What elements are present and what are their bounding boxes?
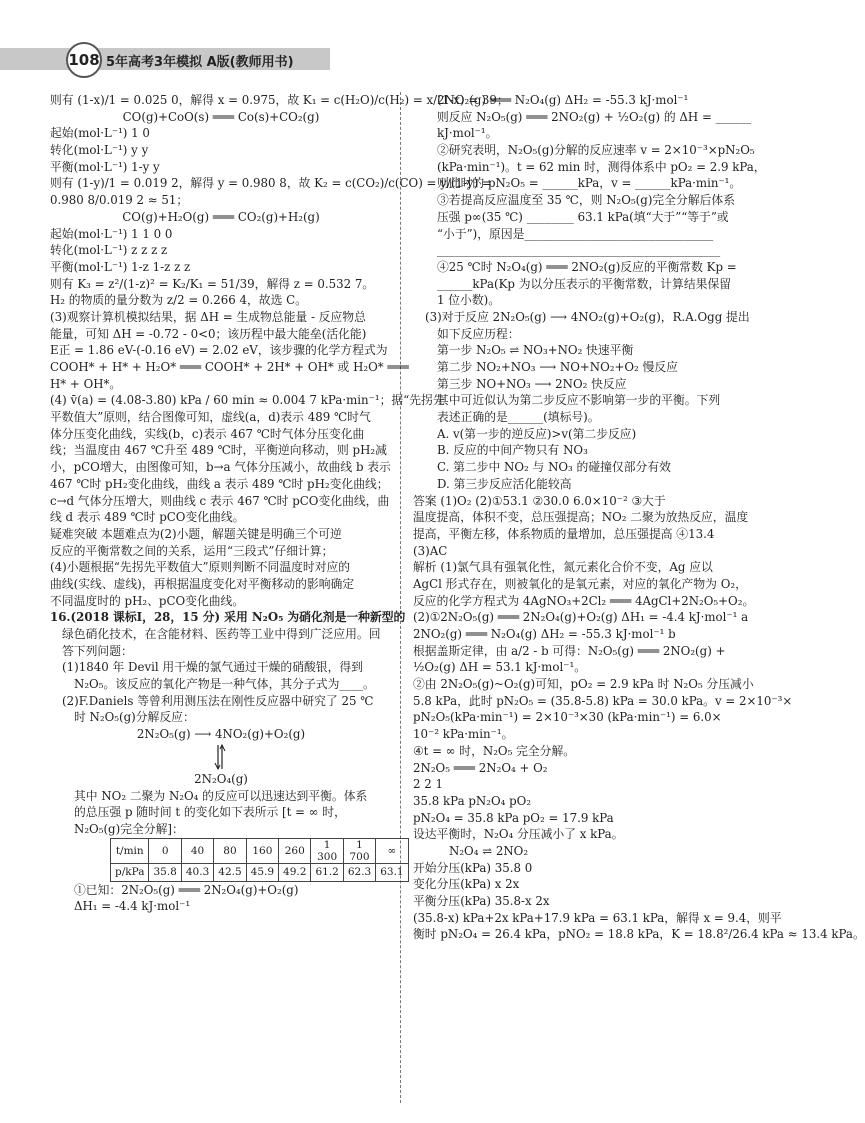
text-line: 2NO₂(g) ═══ N₂O₄(g) ΔH₂ = -55.3 kJ·mol⁻¹ bbox=[437, 93, 689, 107]
text-line: 疑难突破 本题难点为(2)小题，解题关键是明确三个可逆 bbox=[50, 526, 342, 541]
text-line: ②由 2N₂O₅(g)~O₂(g)可知，pO₂ = 2.9 kPa 时 N₂O₅ 分压减小 bbox=[413, 677, 754, 692]
text-line: 小，pCO增大，由图像可知，b→a 气体分压减小，故曲线 b 表示 bbox=[50, 460, 391, 475]
text-line: 答下列问题： bbox=[62, 643, 133, 658]
text-line: 则有 K₃ = z²/(1-z)² = K₂/K₁ = 51/39，解得 z = 0.532 7。 bbox=[50, 276, 375, 291]
text-line: 不同温度时的 pH₂、pCO变化曲线。 bbox=[50, 593, 245, 608]
table-cell: 49.2 bbox=[279, 863, 311, 881]
text-line: 曲线(实线、虚线)，再根据温度变化对平衡移动的影响确定 bbox=[50, 576, 355, 591]
text-line: 第一步 N₂O₅ ⇌ NO₃+NO₂ 快速平衡 bbox=[437, 343, 634, 358]
text-line: (3)AC bbox=[413, 543, 448, 558]
text-line: (1)1840 年 Devil 用干燥的氯气通过干燥的硝酸银，得到 bbox=[62, 660, 363, 675]
pressure-table bbox=[110, 838, 409, 882]
text-line: 绿色硝化技术，在含能材料、医药等工业中得到广泛应用。回 bbox=[62, 627, 381, 641]
table-row bbox=[111, 863, 409, 881]
text-line: 开始分压(kPa) 35.8 0 bbox=[413, 860, 533, 875]
text-line: H* + OH*。 bbox=[50, 376, 122, 391]
page-number: 108 bbox=[66, 42, 102, 78]
text-line: 5.8 kPa，此时 pN₂O₅ = (35.8-5.8) kPa = 30.0 kPa。v = 2×10⁻³× bbox=[413, 693, 793, 708]
text-line: pN₂O₄ = 35.8 kPa pO₂ = 17.9 kPa bbox=[413, 810, 614, 825]
page-header bbox=[0, 40, 800, 76]
option-a: A. v(第一步的逆反应)>v(第二步反应) bbox=[437, 426, 637, 441]
table-cell: 40 bbox=[181, 838, 213, 863]
text-line: 0.980 8/0.019 2 ≈ 51； bbox=[50, 193, 189, 208]
text-line: 10⁻² kPa·min⁻¹。 bbox=[413, 727, 514, 742]
text-line: 起始(mol·L⁻¹) 1 1 0 0 bbox=[50, 226, 173, 241]
equation: CO(g)+CoO(s) ═══ Co(s)+CO₂(g) bbox=[122, 109, 320, 124]
table-cell: 1 700 bbox=[343, 838, 375, 863]
text-line: 如下反应历程： bbox=[437, 326, 520, 341]
text-line: ______kPa(Kp 为以分压表示的平衡常数，计算结果保留 bbox=[437, 276, 732, 291]
table-cell: 1 300 bbox=[311, 838, 343, 863]
text-line: 2NO₂(g) ═══ N₂O₄(g) ΔH₂ = -55.3 kJ·mol⁻¹ b bbox=[413, 627, 676, 641]
text-line: COOH* + H* + H₂O* ═══ COOH* + 2H* + OH* 或 H₂O* ═══ bbox=[50, 360, 409, 374]
text-line: 则此时的 pN₂O₅ = ______kPa，v = ______kPa·min⁻¹。 bbox=[437, 176, 742, 191]
text-line: (4)小题根据“先拐先平数值大”原则判断不同温度时对应的 bbox=[50, 560, 351, 575]
table-cell: 42.5 bbox=[214, 863, 246, 881]
text-line: 平数值大”原则，结合图像可知，虚线(a，d)表示 489 ℃时气 bbox=[50, 410, 371, 425]
text-line: ①已知：2N₂O₅(g) ═══ 2N₂O₄(g)+O₂(g) bbox=[74, 882, 299, 897]
text-line: 则反应 N₂O₅(g) ═══ 2NO₂(g) + ½O₂(g) 的 ΔH = ______ bbox=[437, 109, 751, 124]
table-cell: 260 bbox=[279, 838, 311, 863]
text-line: 467 ℃时 pH₂变化曲线，曲线 a 表示 489 ℃时 pH₂变化曲线； bbox=[50, 476, 389, 491]
table-cell: 61.2 bbox=[311, 863, 343, 881]
text-line: 压强 p∞(35 ℃) ________ 63.1 kPa(填“大于”“等于”或 bbox=[437, 209, 729, 224]
book-title: 5年高考3年模拟 A版(教师用书) bbox=[106, 55, 294, 70]
text-line: 的总压强 p 随时间 t 的变化如下表所示 [t = ∞ 时， bbox=[74, 805, 346, 820]
text-line: 其中可近似认为第二步反应不影响第一步的平衡。下列 bbox=[437, 393, 721, 408]
answer-line: 答案 (1)O₂ (2)①53.1 ②30.0 6.0×10⁻² ③大于 bbox=[413, 493, 666, 508]
text-line: 2 2 1 bbox=[413, 777, 444, 792]
text-line: AgCl 形式存在，则被氧化的是氧元素，对应的氧化产物为 O₂， bbox=[413, 576, 747, 591]
option-b: B. 反应的中间产物只有 NO₃ bbox=[437, 443, 588, 458]
text-line: 第二步 NO₂+NO₃ ⟶ NO+NO₂+O₂ 慢反应 bbox=[437, 360, 678, 374]
table-cell: 62.3 bbox=[343, 863, 375, 881]
double-arrow-icon bbox=[50, 743, 392, 771]
table-cell: t/min bbox=[111, 838, 149, 863]
table-cell: 63.1 bbox=[376, 863, 408, 881]
text-line: ½O₂(g) ΔH = 53.1 kJ·mol⁻¹。 bbox=[413, 660, 586, 675]
equation: CO(g)+H₂O(g) ═══ CO₂(g)+H₂(g) bbox=[122, 209, 320, 224]
text-line: 平衡(mol·L⁻¹) 1-y y bbox=[50, 159, 160, 174]
text-line: 平衡分压(kPa) 35.8-x 2x bbox=[413, 894, 550, 908]
text-line: 其中 NO₂ 二聚为 N₂O₄ 的反应可以迅速达到平衡。体系 bbox=[74, 788, 368, 803]
text-line: (35.8-x) kPa+2x kPa+17.9 kPa = 63.1 kPa，解得 x = 9.4，则平 bbox=[413, 910, 782, 925]
text-line: ΔH₁ = -4.4 kJ·mol⁻¹ bbox=[74, 899, 191, 914]
text-line: N₂O₅(g)完全分解]： bbox=[74, 821, 184, 836]
text-line: 温度提高，体积不变，总压强提高；NO₂ 二聚为放热反应，温度 bbox=[413, 510, 749, 525]
text-line: 则有 (1-x)/1 = 0.025 0，解得 x = 0.975，故 K₁ = c(H₂O)/c(H₂) = x/(1-x) = 39； bbox=[50, 93, 509, 107]
table-cell: 80 bbox=[214, 838, 246, 863]
text-line: ②研究表明，N₂O₅(g)分解的反应速率 v = 2×10⁻³×pN₂O₅ bbox=[437, 143, 755, 158]
text-line: 起始(mol·L⁻¹) 1 0 bbox=[50, 126, 150, 141]
text-line: 反应的平衡常数之间的关系，运用“三段式”仔细计算； bbox=[50, 543, 334, 558]
text-line: (2)F.Daniels 等曾利用测压法在刚性反应器中研究了 25 ℃ bbox=[62, 693, 374, 708]
text-line: c→d 气体分压增大，则曲线 c 表示 467 ℃时 pCO变化曲线，曲 bbox=[50, 493, 390, 508]
text-line: (3)观察计算机模拟结果，据 ΔH = 生成物总能量 - 反应物总 bbox=[50, 309, 366, 324]
text-line: pN₂O₅(kPa·min⁻¹) = 2×10⁻³×30 (kPa·min⁻¹) = 6.0× bbox=[413, 710, 722, 725]
text-line: (kPa·min⁻¹)。t = 62 min 时，测得体系中 pO₂ = 2.9 kPa， bbox=[437, 159, 766, 174]
text-line: H₂ 的物质的量分数为 z/2 = 0.266 4，故选 C。 bbox=[50, 293, 307, 308]
text-line: 变化分压(kPa) x 2x bbox=[413, 877, 520, 892]
text-line: “小于”)，原因是________________________________ bbox=[437, 226, 714, 241]
table-cell: 0 bbox=[149, 838, 181, 863]
table-cell: p/kPa bbox=[111, 863, 149, 881]
text-line: (3)对于反应 2N₂O₅(g) ⟶ 4NO₂(g)+O₂(g)，R.A.Ogg 提出 bbox=[425, 309, 750, 324]
text-line: 35.8 kPa pN₂O₄ pO₂ bbox=[413, 793, 532, 808]
text-line: N₂O₅。该反应的氧化产物是一种气体，其分子式为____。 bbox=[74, 677, 375, 692]
equation: 2N₂O₅(g) ⟶ 4NO₂(g)+O₂(g) bbox=[136, 727, 306, 742]
text-line: 第三步 NO+NO₃ ⟶ 2NO₂ 快反应 bbox=[437, 376, 627, 391]
option-d: D. 第三步反应活化能较高 bbox=[437, 476, 572, 491]
text-line: ________________________________________________ bbox=[437, 243, 721, 258]
text-line: ④t = ∞ 时，N₂O₅ 完全分解。 bbox=[413, 743, 576, 758]
text-line: 能量，可知 ΔH = -0.72 - 0<0；该历程中最大能垒(活化能) bbox=[50, 326, 367, 341]
text-line: 转化(mol·L⁻¹) y y bbox=[50, 143, 149, 158]
text-line: 时 N₂O₅(g)分解反应： bbox=[74, 710, 195, 725]
table-cell: 160 bbox=[246, 838, 278, 863]
column-divider bbox=[400, 92, 401, 1103]
text-line: 线；当温度由 467 ℃升至 489 ℃时，平衡逆向移动，则 pH₂减 bbox=[50, 443, 387, 458]
right-column bbox=[413, 92, 865, 943]
text-line: 提高，平衡左移，体系物质的量增加，总压强提高 ④13.4 bbox=[413, 526, 715, 541]
text-line: (2)①2N₂O₅(g) ═══ 2N₂O₄(g)+O₂(g) ΔH₁ = -4.4 kJ·mol⁻¹ a bbox=[413, 610, 749, 625]
text-line: 转化(mol·L⁻¹) z z z z bbox=[50, 243, 168, 258]
text-line: 则有 (1-y)/1 = 0.019 2，解得 y = 0.980 8，故 K₂ = c(CO₂)/c(CO) = y/(1-y) = bbox=[50, 176, 492, 191]
text-line: 平衡(mol·L⁻¹) 1-z 1-z z z bbox=[50, 259, 191, 274]
table-cell: 35.8 bbox=[149, 863, 181, 881]
table-cell: 40.3 bbox=[181, 863, 213, 881]
table-row bbox=[111, 838, 409, 863]
text-line: 体分压变化曲线，实线(b，c)表示 467 ℃时气体分压变化曲 bbox=[50, 426, 365, 441]
text-line: kJ·mol⁻¹。 bbox=[437, 126, 498, 141]
text-line: 衡时 pN₂O₄ = 26.4 kPa，pNO₂ = 18.8 kPa，K = 18.8²/26.4 kPa ≈ 13.4 kPa。 bbox=[413, 927, 865, 942]
option-c: C. 第二步中 NO₂ 与 NO₃ 的碰撞仅部分有效 bbox=[437, 460, 671, 475]
text-line: 根据盖斯定律，由 a/2 - b 可得：N₂O₅(g) ═══ 2NO₂(g) + bbox=[413, 643, 726, 658]
equation: N₂O₄ ⇌ 2NO₂ bbox=[449, 843, 529, 858]
table-cell: ∞ bbox=[376, 838, 408, 863]
text-line: 反应的化学方程式为 4AgNO₃+2Cl₂ ═══ 4AgCl+2N₂O₅+O₂。 bbox=[413, 593, 755, 608]
text-line: 线 d 表示 489 ℃时 pCO变化曲线。 bbox=[50, 510, 245, 525]
text-line: 1 位小数)。 bbox=[437, 293, 501, 308]
text-line: 表述正确的是______(填标号)。 bbox=[437, 410, 600, 425]
text-line: (4) v̄(a) = (4.08-3.80) kPa / 60 min ≈ 0.004 7 kPa·min⁻¹；据“先拐先 bbox=[50, 393, 445, 408]
equation: 2N₂O₄(g) bbox=[194, 771, 248, 786]
text-line: E正 = 1.86 eV-(-0.16 eV) = 2.02 eV，该步骤的化学方程式为 bbox=[50, 343, 388, 358]
question-16: 16.(2018 课标Ⅰ，28，15 分) 采用 N₂O₅ 为硝化剂是一种新型的 bbox=[50, 610, 406, 625]
text-line: 设达平衡时，N₂O₄ 分压减小了 x kPa。 bbox=[413, 827, 624, 842]
text-line: ③若提高反应温度至 35 ℃，则 N₂O₅(g)完全分解后体系 bbox=[437, 193, 736, 208]
analysis-line: 解析 (1)氯气具有强氧化性，氮元素化合价不变，Ag 应以 bbox=[413, 560, 713, 575]
text-line: 2N₂O₅ ═══ 2N₂O₄ + O₂ bbox=[413, 760, 548, 775]
text-line: ④25 ℃时 N₂O₄(g) ═══ 2NO₂(g)反应的平衡常数 Kp = bbox=[437, 259, 737, 274]
table-cell: 45.9 bbox=[246, 863, 278, 881]
